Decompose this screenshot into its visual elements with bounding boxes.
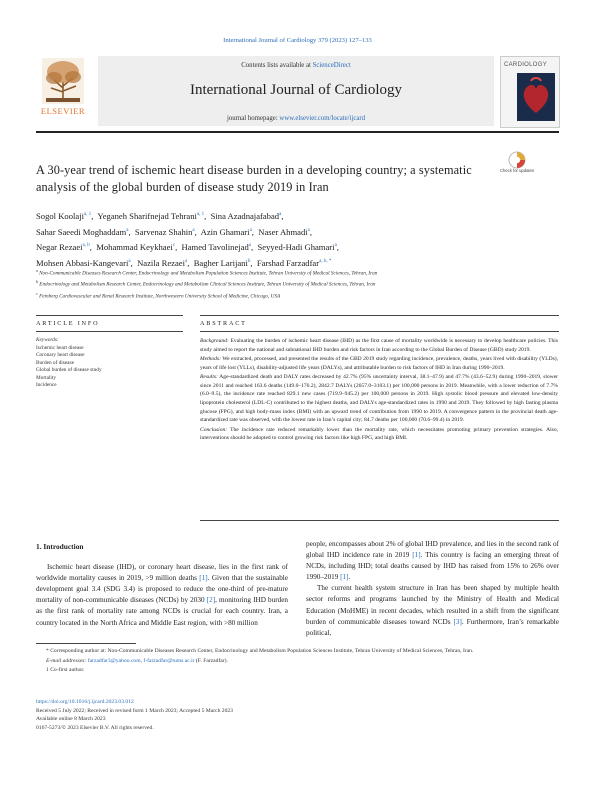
body-column-right bbox=[306, 539, 559, 639]
publisher-name: ELSEVIER bbox=[40, 106, 86, 116]
keyword: Mortality bbox=[36, 374, 57, 381]
keyword: Global burden of disease study bbox=[36, 367, 102, 373]
author[interactable]: Bagher Larijani$^b$ bbox=[193, 257, 251, 268]
email-link[interactable]: f-farzadfar@tums.ac.ir bbox=[143, 657, 195, 664]
keyword: Burden of disease bbox=[36, 359, 74, 366]
doi-link[interactable]: https://doi.org/10.1016/j.ijcard.2023.03.012 bbox=[36, 699, 134, 705]
keywords-title: Keywords: bbox=[36, 337, 59, 343]
contents-prefix: Contents lists available at bbox=[241, 62, 313, 69]
footnote-rule bbox=[36, 643, 136, 644]
co-first-note: 1 Co-first author. bbox=[46, 667, 85, 674]
keyword: Coronary heart disease bbox=[36, 352, 85, 358]
author[interactable]: Azin Ghamari$^a$ bbox=[200, 226, 252, 237]
article-title: A 30-year trend of ischemic heart disease burden in a developing country; a systematic analysis of the global burden of disease study 2019 in Iran bbox=[36, 163, 472, 194]
author-list: Sogol Koolaji$^{a, 1}$, Yeganeh Sharifnejad Tehrani$^{a, 1}$, Sina Azadnajafabad$^a$, Sahar Saeedi Moghaddam$^a$, Sarvenaz Shahin$^a$, Azin Ghamari$^a$, Naser Ahmadi$^a$, Negar Rezaei$^{a, b}$, Mohammad Keykhaei$^c$, Hamed Tavolinejad$^a$, Seyyed-Hadi Ghamari$^a$, Mohsen Abbasi-Kangevari$^a$, Nazila Rezaei$^a$, Bagher Larijani$^b$, Farshad Farzadfar$^{a, b, *}$ bbox=[36, 210, 339, 268]
author[interactable]: Nazila Rezaei$^a$ bbox=[137, 257, 188, 268]
homepage-line bbox=[98, 115, 494, 122]
elsevier-tree-icon bbox=[42, 58, 84, 104]
article-info-rule-top bbox=[36, 315, 183, 316]
author[interactable]: Sarvenaz Shahin$^a$ bbox=[134, 226, 195, 237]
heart-cover-icon bbox=[517, 73, 555, 121]
affiliation: $^b$ Endocrinology and Metabolism Research Center, Endocrinology and Metabolism Clinical Sciences Institute, Tehran University of Medical Sciences, Tehran, Iran bbox=[36, 279, 376, 289]
article-info-rule-bottom bbox=[36, 331, 183, 332]
keyword: Incidence bbox=[36, 382, 57, 388]
abstract-rule-top bbox=[200, 315, 559, 316]
cover-title: CARDIOLOGY bbox=[504, 62, 548, 68]
author[interactable]: Yeganeh Sharifnejad Tehrani$^{a, 1}$ bbox=[97, 210, 205, 221]
sciencedirect-link[interactable]: ScienceDirect bbox=[312, 62, 351, 69]
publication-info bbox=[36, 698, 436, 732]
keywords-block bbox=[36, 337, 183, 390]
abstract-rule-end bbox=[200, 520, 559, 521]
abstract-body bbox=[200, 337, 558, 443]
keyword: Ischemic heart disease bbox=[36, 344, 84, 351]
citation-link[interactable]: [2] bbox=[206, 596, 216, 605]
journal-title: International Journal of Cardiology bbox=[189, 82, 403, 98]
body-paragraph: people, encompasses about 2% of global IHD prevalence, and lies in the second rank of global IHD incidence rate in 2019 [1]. This country is facing an emerging threat of NCDs, including IHD; total deaths caused by IHD has raised from 15% to 26% over 1990–2019 [1]. bbox=[306, 540, 559, 582]
affiliations bbox=[36, 267, 556, 301]
abstract-results: Results: Age-standardized death and DALY rates decreased by 42.7% (95% uncertainty interval, 38.1–47.9) and 47.7% (43.6–52.9) during 1990–2019, slower since 2011 and reached 163.6 deaths (149.0–176.2), 2842.7 DALYs (2657.0–3103.1) per 100,000 persons in 2019. Meanwhile, with a lower reduction of 7.7% (6.0–9.5), the incidence rate reached 829.1 new cases (719.9–945.2) per 100,000 persons in 2019. High systolic blood pressure and elevated low-density lipoprotein cholesterol (LDL-C) contributed to the highest deaths, and DALYs age-standardized rates in 1990 and 2019. They followed by high fasting plasma glucose (FPG), and high body-mass index (BMI) with an upward trend of contribution from 1990 to 2019. A convergence pattern in the provincial death age-standardized rate was observed, with the lowest rate in Iran’s capital city; 84.7 deaths per 100,000 (70.6–99.4) in 2019. bbox=[200, 373, 558, 424]
homepage-prefix: journal homepage: bbox=[226, 115, 280, 122]
crossmark-label[interactable]: Check for updates bbox=[500, 168, 534, 173]
masthead-rule bbox=[36, 131, 559, 133]
abstract-rule-bottom bbox=[200, 331, 559, 332]
abstract-background: Background: Evaluating the burden of ischemic heart disease (IHD) as the first cause of mortality worldwide is necessary to develop healthcare policies. This study aimed to report the national and subnational IHD burden and risk factors in Iran according to the Global Burden of Disease (GBD) study 2019. bbox=[200, 338, 558, 353]
body-column-left bbox=[36, 541, 288, 629]
author[interactable]: Negar Rezaei$^{a, b}$ bbox=[36, 242, 90, 253]
received-dates: Received 5 July 2022; Received in revised form 1 March 2023; Accepted 5 March 2023 bbox=[36, 707, 233, 714]
email-link[interactable]: farzadfar3@yahoo.com bbox=[87, 657, 141, 664]
author[interactable]: Hamed Tavolinejad$^a$ bbox=[181, 242, 252, 253]
body-paragraph: Ischemic heart disease (IHD), or coronary heart disease, lies in the first rank of worldwide mortality causes in 2019, >9 million deaths [1]. Given that the sustainable development goal 3.4 (SDG 3.4) is proposed to reduce the one-third of pre-mature mortality of non-communicable diseases (NCDs) by 2030 [2], monitoring IHD burden as the first rank of mortality rate among NCDs is crucial for each country. Iran, a country located in the North Africa and Middle East region, with >80 million bbox=[36, 563, 288, 627]
elsevier-logo bbox=[36, 56, 90, 120]
homepage-link[interactable]: www.elsevier.com/locate/ijcard bbox=[279, 115, 366, 122]
affiliation: $^c$ Feinberg Cardiovascular and Renal Research Institute, Northwestern University School of Medicine, Chicago, USA bbox=[36, 290, 281, 300]
footnotes bbox=[36, 647, 558, 676]
section-heading-introduction: 1. Introduction bbox=[36, 542, 84, 551]
citation-link[interactable]: [1] bbox=[199, 574, 208, 583]
article-info-heading: ARTICLE INFO bbox=[36, 320, 100, 327]
author[interactable]: Seyyed-Hadi Ghamari$^a$ bbox=[257, 242, 337, 253]
email-note: E-mail addresses: farzadfar3@yahoo.com, f-farzadfar@tums.ac.ir (F. Farzadfar). bbox=[46, 657, 228, 664]
affiliation: $^a$ Non-Communicable Diseases Research Center, Endocrinology and Metabolism Population Sciences Institute, Tehran University of Medical Sciences, Tehran, Iran bbox=[36, 268, 378, 277]
citation-link[interactable]: [1] bbox=[412, 551, 421, 560]
author[interactable]: Naser Ahmadi$^a$ bbox=[258, 226, 310, 237]
journal-cover[interactable] bbox=[500, 56, 560, 128]
abstract-heading: ABSTRACT bbox=[200, 320, 247, 327]
journal-citation[interactable]: International Journal of Cardiology 379 (2023) 127–133 bbox=[223, 37, 372, 44]
author[interactable]: Sogol Koolaji$^{a, 1}$ bbox=[36, 210, 92, 221]
citation-link[interactable]: [1] bbox=[340, 573, 349, 582]
author[interactable]: Sina Azadnajafabad$^a$ bbox=[210, 210, 282, 221]
available-online: Available online 8 March 2023 bbox=[36, 716, 106, 723]
citation-link[interactable]: [3] bbox=[453, 617, 462, 626]
crossmark-icon[interactable] bbox=[502, 150, 532, 180]
author[interactable]: Sahar Saeedi Moghaddam$^a$ bbox=[36, 226, 129, 237]
corresponding-author-note: * Corresponding author at: Non-Communicable Diseases Research Center, Endocrinology and Metabolism Population Sciences Institute, Tehran University of Medical Sciences, Tehran, Iran. bbox=[46, 648, 474, 654]
author[interactable]: Farshad Farzadfar$^{a, b, *}$ bbox=[256, 257, 332, 268]
author[interactable]: Mohammad Keykhaei$^c$ bbox=[96, 242, 176, 253]
copyright: 0167-5273/© 2023 Elsevier B.V. All rights reserved. bbox=[36, 724, 154, 731]
abstract-methods: Methods: We extracted, processed, and presented the results of the GBD 2019 study regarding incidence, prevalence, deaths, years lived with disability (YLDs), years of life lost (YLLs), disability-adjusted life years (DALYs), and attributable burden to risk factors of IHD in Iran during 1990–2019. bbox=[200, 355, 558, 371]
abstract-conclusion: Conclusion: The incidence rate reduced remarkably lower than the mortality rate, which necessitates promoting primary prevention strategies. Also, interventions should be adopted to control growing risk factors like high FPG, and high BMI. bbox=[200, 426, 558, 442]
contents-line bbox=[98, 62, 494, 69]
body-paragraph: The current health system structure in Iran has been shaped by multiple health sector reforms and programs launched by the Ministry of Health and Medical Education (MoHME) in recent decades, which resulted in a shift from the significant burden of communicable diseases toward NCDs [3]. Furthermore, Iran’s remarkable political, bbox=[306, 584, 559, 637]
author[interactable]: Mohsen Abbasi-Kangevari$^a$ bbox=[36, 257, 131, 268]
